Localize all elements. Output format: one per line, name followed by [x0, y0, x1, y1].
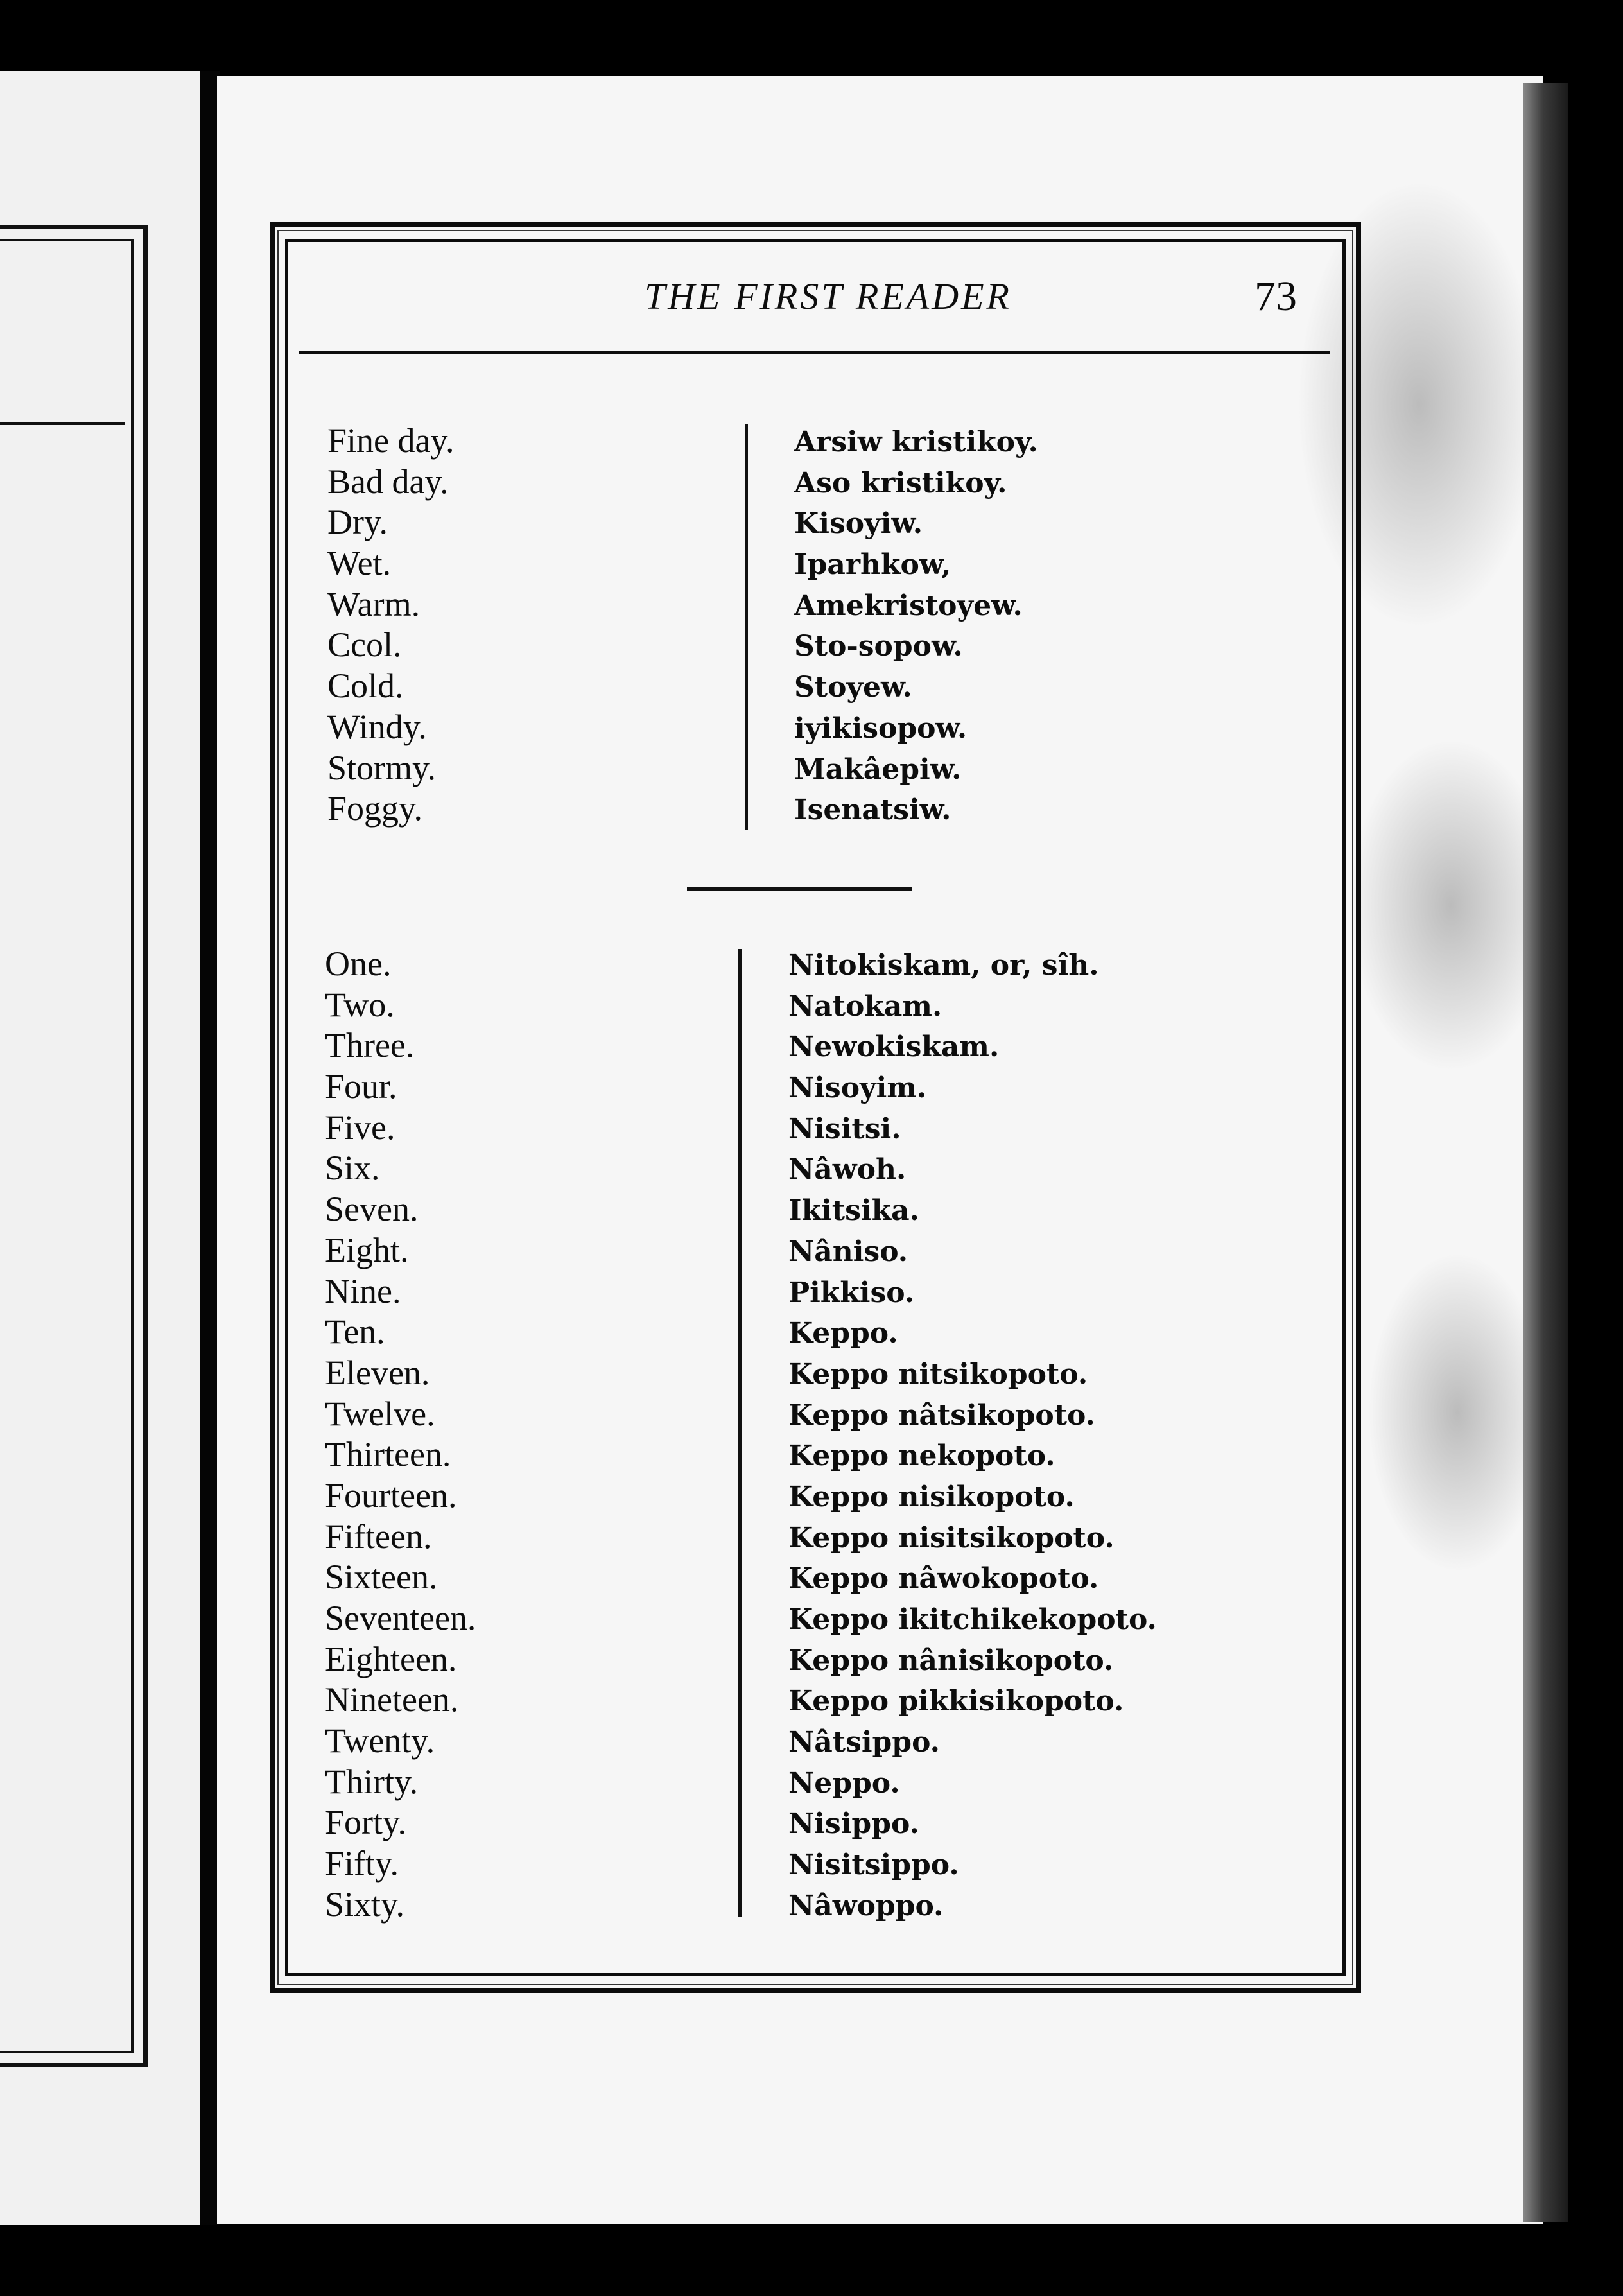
english-term: Sixty.	[325, 1884, 405, 1924]
translation-term: Nitokiskam, or, sîh.	[788, 949, 1099, 982]
vocab-row	[325, 1189, 1288, 1230]
english-term: Ccol.	[327, 625, 402, 665]
vocab-row	[325, 1517, 1288, 1558]
vocab-row	[327, 584, 1290, 625]
page-edge	[1523, 83, 1568, 2222]
english-term: Seven.	[325, 1190, 419, 1229]
english-term: Six.	[325, 1149, 380, 1188]
translation-term: Natokam.	[788, 989, 942, 1023]
vocab-row	[325, 985, 1288, 1026]
english-term: Thirteen.	[325, 1435, 451, 1474]
vocab-row	[327, 707, 1290, 748]
english-term: Four.	[325, 1067, 397, 1106]
facing-page-rule	[0, 422, 125, 425]
english-term: Two.	[325, 985, 395, 1024]
vocab-row	[327, 748, 1290, 789]
english-term: Seventeen.	[325, 1599, 476, 1637]
vocab-row	[325, 1025, 1288, 1066]
english-term: Fifteen.	[325, 1517, 432, 1556]
translation-term: Neppo.	[788, 1766, 900, 1800]
vocab-row	[327, 421, 1290, 462]
vocab-row	[325, 1394, 1288, 1435]
vocab-row	[327, 666, 1290, 707]
translation-term: Nisitsi.	[788, 1112, 901, 1145]
translation-term: Arsiw kristikoy.	[794, 426, 1038, 458]
english-term: Nine.	[325, 1271, 401, 1310]
column-divider	[738, 949, 742, 1917]
translation-term: Nâtsippo.	[788, 1726, 940, 1759]
translation-term: Ikitsika.	[788, 1194, 919, 1228]
translation-term: Keppo.	[788, 1317, 898, 1350]
weather-vocabulary	[327, 421, 1290, 830]
vocab-row	[325, 1721, 1288, 1762]
english-term: Foggy.	[327, 789, 423, 828]
translation-term: Keppo nânisikopoto.	[788, 1644, 1114, 1677]
vocab-row	[325, 944, 1288, 985]
translation-term: Amekristoyew.	[794, 589, 1023, 622]
translation-term: Makâepiw.	[794, 752, 962, 786]
english-term: Nineteen.	[325, 1680, 459, 1719]
english-term: Five.	[325, 1108, 395, 1147]
running-head	[295, 275, 1335, 326]
english-term: Thirty.	[325, 1762, 418, 1801]
vocab-row	[325, 1762, 1288, 1803]
vocab-row	[325, 1598, 1288, 1639]
translation-term: Nisitsippo.	[788, 1848, 959, 1882]
translation-term: Nisippo.	[788, 1807, 919, 1841]
numbers-vocabulary	[325, 944, 1288, 1926]
vocab-row	[325, 1066, 1288, 1108]
english-term: Twenty.	[325, 1721, 435, 1761]
english-term: Wet.	[327, 544, 392, 583]
translation-term: Nâniso.	[788, 1235, 908, 1268]
translation-term: Keppo pikkisikopoto.	[788, 1685, 1124, 1718]
english-term: Three.	[325, 1026, 415, 1065]
translation-term: iyikisopow.	[794, 711, 968, 745]
vocab-row	[325, 1843, 1288, 1884]
english-term: Fourteen.	[325, 1475, 457, 1515]
translation-term: Keppo nisitsikopoto.	[788, 1521, 1115, 1554]
translation-term: Nisoyim.	[788, 1072, 927, 1105]
english-term: Fifty.	[325, 1844, 399, 1883]
translation-term: Keppo nisikopoto.	[788, 1480, 1075, 1513]
translation-term: Keppo nâwokopoto.	[788, 1562, 1099, 1596]
vocab-row	[325, 1148, 1288, 1189]
page-stain	[1367, 1252, 1547, 1573]
translation-term: Nâwoppo.	[788, 1889, 944, 1922]
translation-term: Aso kristikoy.	[794, 466, 1007, 500]
english-term: Forty.	[325, 1803, 407, 1842]
english-term: Twelve.	[325, 1394, 435, 1433]
english-term: Warm.	[327, 584, 421, 623]
translation-term: Newokiskam.	[788, 1031, 1000, 1064]
vocab-row	[325, 1353, 1288, 1394]
facing-page	[0, 71, 200, 2225]
english-term: Stormy.	[327, 748, 437, 787]
vocab-row	[325, 1802, 1288, 1843]
english-term: Windy.	[327, 707, 427, 746]
translation-term: Sto-sopow.	[794, 630, 963, 663]
vocab-row	[327, 502, 1290, 543]
vocab-row	[325, 1312, 1288, 1353]
vocab-row	[327, 625, 1290, 666]
vocab-row	[325, 1108, 1288, 1149]
translation-term: Nâwoh.	[788, 1153, 907, 1187]
translation-term: Pikkiso.	[788, 1276, 915, 1309]
english-term: Eleven.	[325, 1353, 430, 1392]
english-term: Fine day.	[327, 421, 455, 460]
english-term: Sixteen.	[325, 1558, 438, 1597]
vocab-row	[327, 543, 1290, 584]
translation-term: Stoyew.	[794, 671, 912, 704]
translation-term: Keppo ikitchikekopoto.	[788, 1603, 1157, 1636]
english-term: Eighteen.	[325, 1639, 457, 1678]
translation-term: Keppo nekopoto.	[788, 1439, 1055, 1473]
translation-term: Isenatsiw.	[794, 794, 951, 827]
vocab-row	[325, 1884, 1288, 1926]
english-term: Bad day.	[327, 462, 449, 501]
translation-term: Iparhkow,	[794, 548, 951, 582]
header-rule	[299, 351, 1330, 354]
section-divider	[687, 887, 912, 891]
vocab-row	[325, 1271, 1288, 1312]
vocab-row	[325, 1639, 1288, 1680]
vocab-row	[325, 1557, 1288, 1598]
english-term: Cold.	[327, 666, 404, 706]
vocab-row	[325, 1475, 1288, 1517]
translation-term: Kisoyiw.	[794, 507, 923, 541]
vocab-row	[325, 1230, 1288, 1271]
vocab-row	[327, 462, 1290, 503]
facing-page-inner-border	[0, 239, 134, 2053]
vocab-row	[327, 788, 1290, 830]
english-term: Eight.	[325, 1230, 409, 1269]
translation-term: Keppo nitsikopoto.	[788, 1357, 1088, 1391]
vocab-row	[325, 1434, 1288, 1475]
translation-term: Keppo nâtsikopoto.	[788, 1398, 1095, 1432]
page-number: 73	[1254, 273, 1297, 320]
running-head-title: THE FIRST READER	[645, 275, 1012, 317]
english-term: Ten.	[325, 1312, 385, 1352]
english-term: Dry.	[327, 503, 388, 542]
column-divider	[745, 424, 748, 830]
english-term: One.	[325, 944, 392, 983]
vocab-row	[325, 1680, 1288, 1721]
